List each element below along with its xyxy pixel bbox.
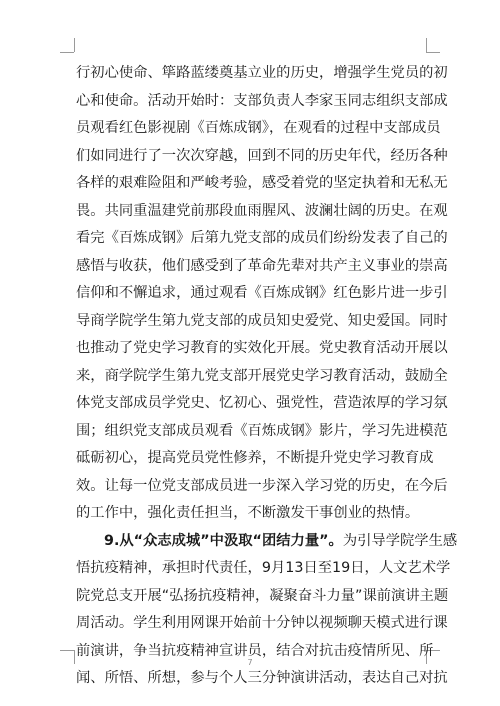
text-line: 看完《百炼成钢》后第九党支部的成员们纷纷发表了自己的 xyxy=(76,230,448,246)
section-heading: 9.从“众志成城”中汲取“团结力量”。 xyxy=(104,532,343,549)
paragraph-1 xyxy=(76,60,448,528)
text-line: 周活动。学生利用网课开始前十分钟以视频聊天模式进行课 xyxy=(76,615,448,631)
text-line: 行初心使命、筚路蓝缕奠基立业的历史，增强学生党员的初 xyxy=(76,65,448,81)
text-line: 体党支部成员学党史、忆初心、强党性，营造浓厚的学习氛 xyxy=(76,395,448,411)
section-heading-line xyxy=(76,528,458,556)
text-line: 砥砺初心，提高党员党性修养，不断提升党史学习教育成 xyxy=(76,450,434,466)
text-line: 感悟与收获，他们感受到了革命先辈对共产主义事业的崇高 xyxy=(76,257,448,274)
text-line: 信仰和不懈追求，通过观看《百炼成钢》红色影片进一步引 xyxy=(76,285,448,301)
text-line: 也推动了党史学习教育的实效化开展。党史教育活动开展以 xyxy=(76,340,448,356)
text-line: 心和使命。活动开始时：支部负责人李家玉同志组织支部成 xyxy=(76,92,448,109)
text-line: 导商学院学生第九党支部的成员知史爱党、知史爱国。同时 xyxy=(76,312,448,329)
text-line: 员观看红色影视剧《百炼成钢》，在观看的过程中支部成员 xyxy=(76,120,441,136)
text-line: 围；组织党支部成员观看《百炼成钢》影片，学习先进模范 xyxy=(76,422,448,439)
heading-line-text: 为引导学院学生感 xyxy=(342,532,458,549)
text-line: 各样的艰难险阻和严峻考验，感受着党的坚定执着和无私无 xyxy=(76,175,448,191)
text-line: 院党总支开展“弘扬抗疫精神，凝聚奋斗力量”课前演讲主题 xyxy=(76,587,449,604)
text-line: 效。让每一位党支部成员进一步深入学习党的历史，在今后 xyxy=(76,477,448,494)
text-line: 前演讲，争当抗疫精神宣讲员，结合对抗击疫情所见、所 xyxy=(76,642,434,659)
text-line: 悟抗疫精神，承担时代责任，9月13日至19日，人文艺术学 xyxy=(76,560,451,576)
text-line: 们如同进行了一次次穿越，回到不同的历史年代，经历各种 xyxy=(76,147,448,164)
text-line: 来，商学院学生第九党支部开展党史学习教育活动，鼓励全 xyxy=(76,367,448,384)
section-9 xyxy=(76,528,458,693)
body-text xyxy=(76,60,458,693)
text-line: 的工作中，强化责任担当，不断激发干事创业的热情。 xyxy=(76,505,420,521)
page-number: 7 xyxy=(247,658,253,667)
text-line: 畏。共同重温建党前那段血雨腥风、波澜壮阔的历史。在观 xyxy=(76,202,448,219)
text-line: 闻、所悟、所想，参与个人三分钟演讲活动，表达自己对抗 xyxy=(76,670,448,686)
